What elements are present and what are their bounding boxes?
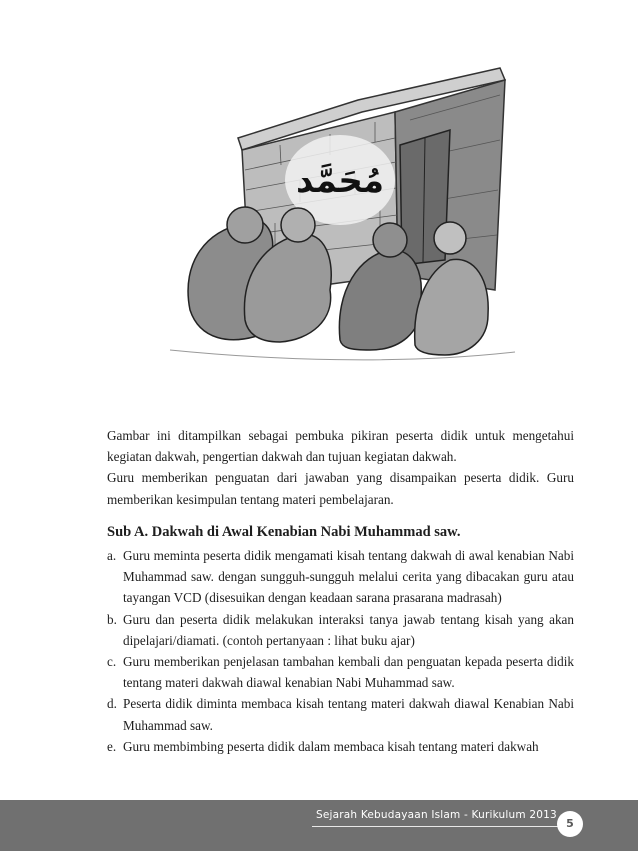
list-item-text: Guru dan peserta didik melakukan interaksi tanya jawab tentang kisah yang akan dipelajari/diamati. (contoh pertanyaan : lihat buku ajar) xyxy=(123,611,574,648)
list-item-text: Guru membimbing peserta didik dalam membaca kisah tentang materi dakwah xyxy=(123,738,539,754)
intro-paragraph-1: Gambar ini ditampilkan sebagai pembuka pikiran peserta didik untuk mengetahui kegiatan dakwah, pengertian dakwah dan tujuan kegiatan dakwah. xyxy=(107,428,574,465)
list-marker: e. xyxy=(107,738,117,754)
activity-list xyxy=(107,545,574,757)
list-item-text: Guru meminta peserta didik mengamati kisah tentang dakwah di awal kenabian Nabi Muhammad saw. dengan sungguh-sungguh melalui cerita yang dibacakan guru atau tayangan VCD (disesuikan dengan keadaan sarana prasarana madrasah) xyxy=(123,548,574,606)
footer-divider xyxy=(312,826,558,827)
list-item xyxy=(107,693,574,735)
list-item-text: Guru memberikan penjelasan tambahan kembali dan penguatan kepada peserta didik tentang materi dakwah diawal kenabian Nabi Muhammad saw. xyxy=(123,654,574,691)
page-content xyxy=(107,425,574,757)
footer-book-title: Sejarah Kebudayaan Islam - Kurikulum 2013 xyxy=(316,809,557,821)
list-marker: c. xyxy=(107,654,117,670)
list-item xyxy=(107,736,574,757)
muhammad-calligraphy: مُحَمَّد xyxy=(296,161,384,201)
list-item-text: Peserta didik diminta membaca kisah tentang materi dakwah diawal Kenabian Nabi Muhammad saw. xyxy=(123,696,574,733)
list-item xyxy=(107,609,574,651)
list-marker: a. xyxy=(107,548,117,564)
list-marker: b. xyxy=(107,611,117,627)
kaaba-gathering-illustration xyxy=(150,60,530,380)
list-marker: d. xyxy=(107,696,117,712)
section-heading: Sub A. Dakwah di Awal Kenabian Nabi Muhammad saw. xyxy=(107,523,461,540)
page-number: 5 xyxy=(557,811,583,837)
intro-paragraph-2: Guru memberikan penguatan dari jawaban yang disampaikan peserta didik. Guru memberikan kesimpulan tentang materi pembelajaran. xyxy=(107,470,574,507)
list-item xyxy=(107,545,574,609)
list-item xyxy=(107,651,574,693)
